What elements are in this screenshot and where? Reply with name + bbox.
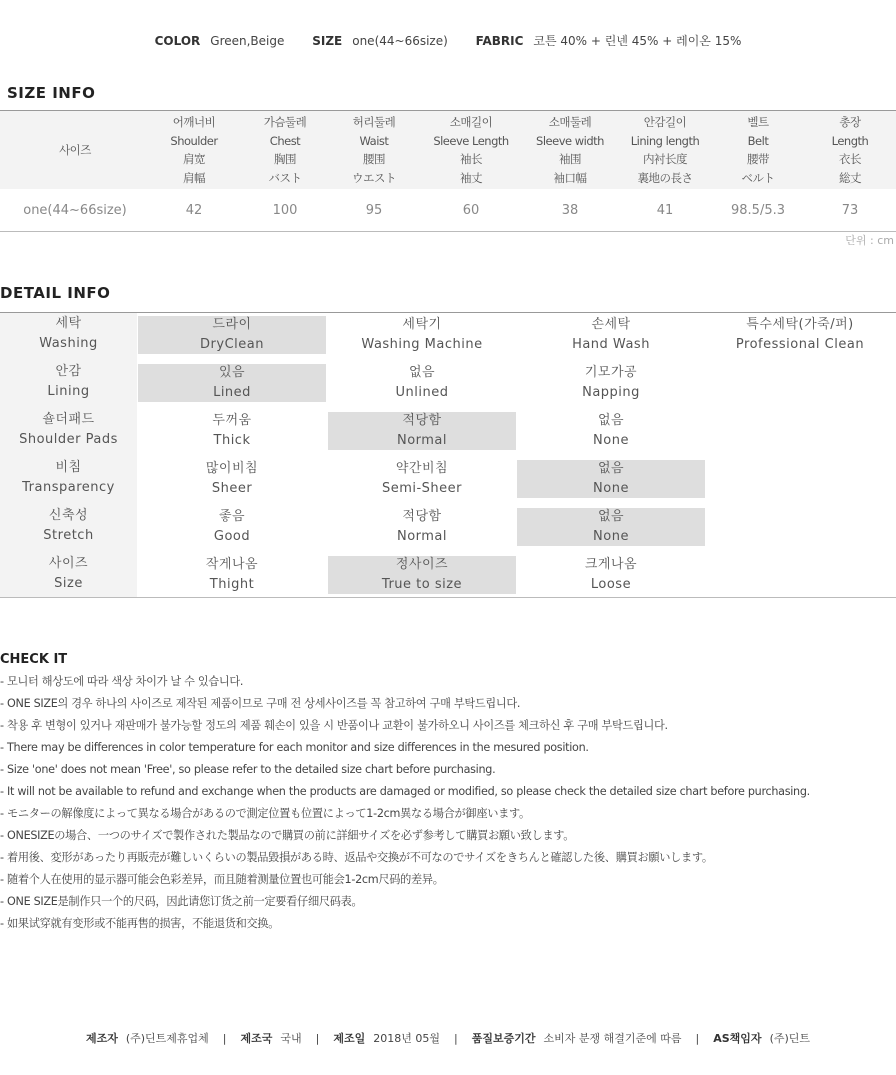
size-header-line: 胸围 — [274, 152, 296, 166]
detail-option-text: True to size — [381, 577, 463, 592]
detail-option-text: Normal — [396, 433, 448, 448]
size-header-line: Belt — [747, 133, 769, 148]
detail-option — [706, 316, 894, 354]
detail-option-text: Washing Machine — [361, 337, 483, 352]
size-value-cell: 41 — [656, 202, 674, 218]
detail-option-selected — [517, 460, 705, 498]
detail-row-label — [0, 314, 137, 354]
detail-option-text: Good — [213, 529, 251, 544]
detail-row-label — [0, 554, 137, 594]
country-value: 국내 — [280, 1032, 302, 1045]
detail-option-text: Hand Wash — [572, 337, 650, 352]
detail-option — [328, 316, 516, 354]
detail-label-line: 비침 — [55, 460, 82, 475]
check-it-item: - It will not be available to refund and exchange when the products are damaged or modified, so please check the detailed size chart before purchasing. — [0, 785, 810, 798]
size-row-header: 사이즈 — [59, 142, 91, 157]
detail-label-line: 세탁 — [55, 316, 82, 331]
as-label: AS책임자 — [713, 1032, 762, 1045]
detail-label-line: Transparency — [22, 480, 115, 495]
detail-option-selected — [138, 364, 326, 402]
size-header-line: 袖围 — [559, 152, 581, 166]
date-value: 2018년 05월 — [373, 1032, 441, 1045]
size-column-header — [324, 111, 424, 189]
footer-separator: | — [695, 1032, 700, 1045]
detail-option-text: 적당함 — [402, 509, 442, 524]
size-header-line: 총장 — [839, 115, 861, 129]
size-header-line: 소매둘레 — [548, 115, 592, 129]
check-it-item: - There may be differences in color temperature for each monitor and size differences in the mesured position. — [0, 741, 589, 754]
detail-option-text: 정사이즈 — [395, 557, 449, 572]
detail-option-text: 드라이 — [212, 317, 252, 332]
check-it-item: - Size 'one' does not mean 'Free', so please refer to the detailed size chart before purchasing. — [0, 763, 496, 776]
size-header-line: 안감길이 — [643, 115, 687, 129]
size-header-line: Length — [831, 133, 869, 148]
detail-option — [138, 412, 326, 450]
check-it-item: - 着用後、変形があったり再販売が難しいくらいの製品毀損がある時、返品や交換が不可なのでサイズをきちんと確認した後、購買お願いします。 — [0, 851, 713, 864]
size-label: SIZE — [312, 34, 343, 48]
detail-option-text: DryClean — [200, 337, 264, 352]
size-header-line: 衣长 — [839, 152, 861, 166]
detail-option-text: 손세탁 — [591, 317, 631, 332]
detail-option — [138, 460, 326, 498]
detail-row-label — [0, 506, 137, 546]
detail-row-label — [0, 362, 137, 402]
detail-option-text: 많이비침 — [205, 461, 259, 476]
footer-separator: | — [454, 1032, 458, 1045]
size-header-line: 가슴둘레 — [263, 115, 307, 129]
size-header-line: Waist — [359, 133, 389, 148]
detail-option-text: None — [593, 481, 629, 496]
detail-table — [0, 312, 896, 598]
detail-option-selected — [328, 412, 516, 450]
detail-row-label — [0, 410, 137, 450]
unit-label: 단위 : cm — [845, 234, 894, 247]
warranty-value: 소비자 분쟁 해결기준에 따름 — [543, 1032, 682, 1045]
size-header-line: 肩宽 — [183, 152, 205, 166]
color-label: COLOR — [154, 34, 201, 48]
detail-label-line: Size — [54, 576, 83, 591]
detail-option-text: 세탁기 — [402, 317, 442, 332]
detail-option-text: Napping — [582, 385, 640, 400]
detail-option-text: Lined — [213, 385, 251, 400]
detail-label-line: 숄더패드 — [42, 412, 95, 427]
size-header-line: Chest — [269, 133, 301, 148]
check-it-item: - 随着个人在使用的显示器可能会色彩差异，而且随着测量位置也可能会1-2cm尺码的差异。 — [0, 873, 444, 886]
detail-row-label — [0, 458, 137, 498]
detail-option — [517, 316, 705, 354]
detail-option-text: 있음 — [218, 365, 246, 380]
maker-value: (주)딘트제휴업체 — [125, 1032, 209, 1045]
detail-option-text: Sheer — [211, 481, 253, 496]
detail-option — [328, 364, 516, 402]
detail-option-text: 기모가공 — [584, 365, 638, 380]
footer-info — [0, 1030, 896, 1046]
size-header-line: Sleeve Length — [433, 133, 509, 148]
check-it-item: - 如果试穿就有变形或不能再售的损害，不能退货和交换。 — [0, 917, 280, 930]
detail-option — [517, 412, 705, 450]
size-header-line: 소매길이 — [449, 115, 493, 129]
detail-option-selected — [138, 316, 326, 354]
check-it-item: - 모니터 해상도에 따라 색상 차이가 날 수 있습니다. — [0, 675, 244, 688]
detail-option-text: Professional Clean — [735, 337, 865, 352]
size-header-line: ウエスト — [352, 170, 396, 185]
size-header-line: Shoulder — [170, 133, 218, 148]
detail-option-text: Unlined — [395, 385, 449, 400]
detail-option-text: 없음 — [597, 509, 625, 524]
size-header-line: 袖丈 — [460, 170, 482, 185]
detail-option — [138, 556, 326, 594]
size-column-header — [235, 111, 335, 189]
warranty-label: 품질보증기간 — [471, 1032, 536, 1045]
check-it-item: - ONE SIZE의 경우 하나의 사이즈로 제작된 제품이므로 구매 전 상세사이즈를 꼭 참고하여 구매 부탁드립니다. — [0, 697, 521, 710]
detail-option-text: Normal — [396, 529, 448, 544]
footer-separator: | — [222, 1032, 227, 1045]
size-header-line: 허리둘레 — [352, 115, 396, 129]
detail-option — [517, 364, 705, 402]
size-column-header — [800, 111, 896, 189]
detail-option-text: Thick — [213, 433, 251, 448]
fabric-value: 코튼 40% + 린넨 45% + 레이온 15% — [533, 34, 742, 48]
detail-option-text: 크게나옴 — [584, 557, 638, 572]
size-header-line: 腰带 — [747, 152, 769, 166]
check-it-title: CHECK IT — [0, 652, 68, 667]
check-it-item: - 착용 후 변형이 있거나 재판매가 불가능할 정도의 제품 훼손이 있을 시 반품이나 교환이 불가하오니 사이즈를 체크하신 후 구매 부탁드립니다. — [0, 719, 668, 732]
size-value-cell: 38 — [561, 202, 579, 218]
fabric-label: FABRIC — [475, 34, 524, 48]
size-value-cell: 42 — [185, 202, 203, 218]
detail-option-selected — [328, 556, 516, 594]
size-value-cell: 95 — [365, 202, 383, 218]
size-column-header — [144, 111, 244, 189]
detail-option-selected — [517, 508, 705, 546]
size-header-line: 袖长 — [460, 152, 482, 166]
size-info-title: SIZE INFO — [7, 84, 96, 102]
size-header-line: 肩幅 — [183, 170, 205, 185]
detail-option-text: Thight — [209, 577, 255, 592]
color-value: Green,Beige — [210, 34, 285, 48]
size-header-line: 袖口幅 — [553, 170, 587, 185]
size-column-header — [615, 111, 715, 189]
detail-label-line: 사이즈 — [48, 556, 89, 571]
detail-label-line: 신축성 — [48, 508, 89, 523]
country-label: 제조국 — [240, 1032, 273, 1045]
size-row-value: one(44~66size) — [23, 202, 127, 218]
detail-option-text: None — [593, 529, 629, 544]
size-table — [0, 110, 896, 232]
date-label: 제조일 — [333, 1032, 366, 1045]
detail-label-line: 안감 — [55, 364, 82, 379]
detail-option-text: 좋음 — [218, 509, 246, 524]
detail-option-text: 약간비침 — [395, 461, 449, 476]
detail-option-text: Loose — [590, 577, 632, 592]
product-info-bar — [0, 32, 896, 49]
size-value-cell: 73 — [841, 202, 859, 218]
detail-option-text: 없음 — [597, 413, 625, 428]
size-value-cell: 100 — [272, 202, 298, 218]
detail-option — [328, 460, 516, 498]
maker-label: 제조자 — [85, 1032, 118, 1045]
size-header-line: Sleeve width — [536, 133, 604, 148]
size-column-header — [708, 111, 808, 189]
detail-option-text: Semi-Sheer — [381, 481, 463, 496]
size-header-line: 벨트 — [747, 115, 769, 129]
detail-option-text: 없음 — [597, 461, 625, 476]
size-header-line: 総丈 — [839, 170, 861, 185]
detail-option — [517, 556, 705, 594]
detail-label-line: Lining — [47, 384, 90, 399]
check-it-list — [0, 671, 896, 935]
check-it-item: - ONESIZEの場合、一つのサイズで製作された製品なので購買の前に詳細サイズを必ず参考して購買お願い致します。 — [0, 829, 575, 842]
size-column-header — [421, 111, 521, 189]
size-header-line: ベルト — [741, 170, 775, 185]
detail-option-text: 적당함 — [402, 413, 442, 428]
size-value-cell: 60 — [462, 202, 480, 218]
size-header-line: 腰围 — [363, 152, 385, 166]
size-header-line: 어깨너비 — [172, 115, 216, 129]
detail-option-text: 작게나옴 — [205, 557, 259, 572]
check-it-item: - モニターの解像度によって異なる場合があるので測定位置も位置によって1-2cm異なる場合が御座います。 — [0, 807, 530, 820]
detail-label-line: Shoulder Pads — [19, 432, 118, 447]
detail-label-line: Stretch — [43, 528, 94, 543]
detail-label-line: Washing — [39, 336, 98, 351]
as-value: (주)딘트 — [769, 1032, 811, 1045]
size-header-line: 裏地の長さ — [637, 170, 693, 185]
size-column-header — [520, 111, 620, 189]
detail-option — [328, 508, 516, 546]
size-header-line: Lining length — [630, 133, 700, 148]
detail-option-text: 두꺼움 — [212, 413, 252, 428]
size-value-cell: 98.5/5.3 — [731, 202, 785, 218]
detail-info-title: DETAIL INFO — [0, 284, 111, 302]
footer-separator: | — [315, 1032, 320, 1045]
size-header-line: 内衬长度 — [643, 152, 687, 166]
detail-option-text: 특수세탁(가죽/퍼) — [746, 317, 854, 332]
size-value: one(44~66size) — [352, 34, 448, 48]
size-header-line: バスト — [268, 170, 302, 185]
detail-option-text: 없음 — [408, 365, 436, 380]
check-it-item: - ONE SIZE是制作只一个的尺码，因此请您订货之前一定要看仔细尺码表。 — [0, 895, 363, 908]
detail-option — [138, 508, 326, 546]
detail-option-text: None — [593, 433, 629, 448]
